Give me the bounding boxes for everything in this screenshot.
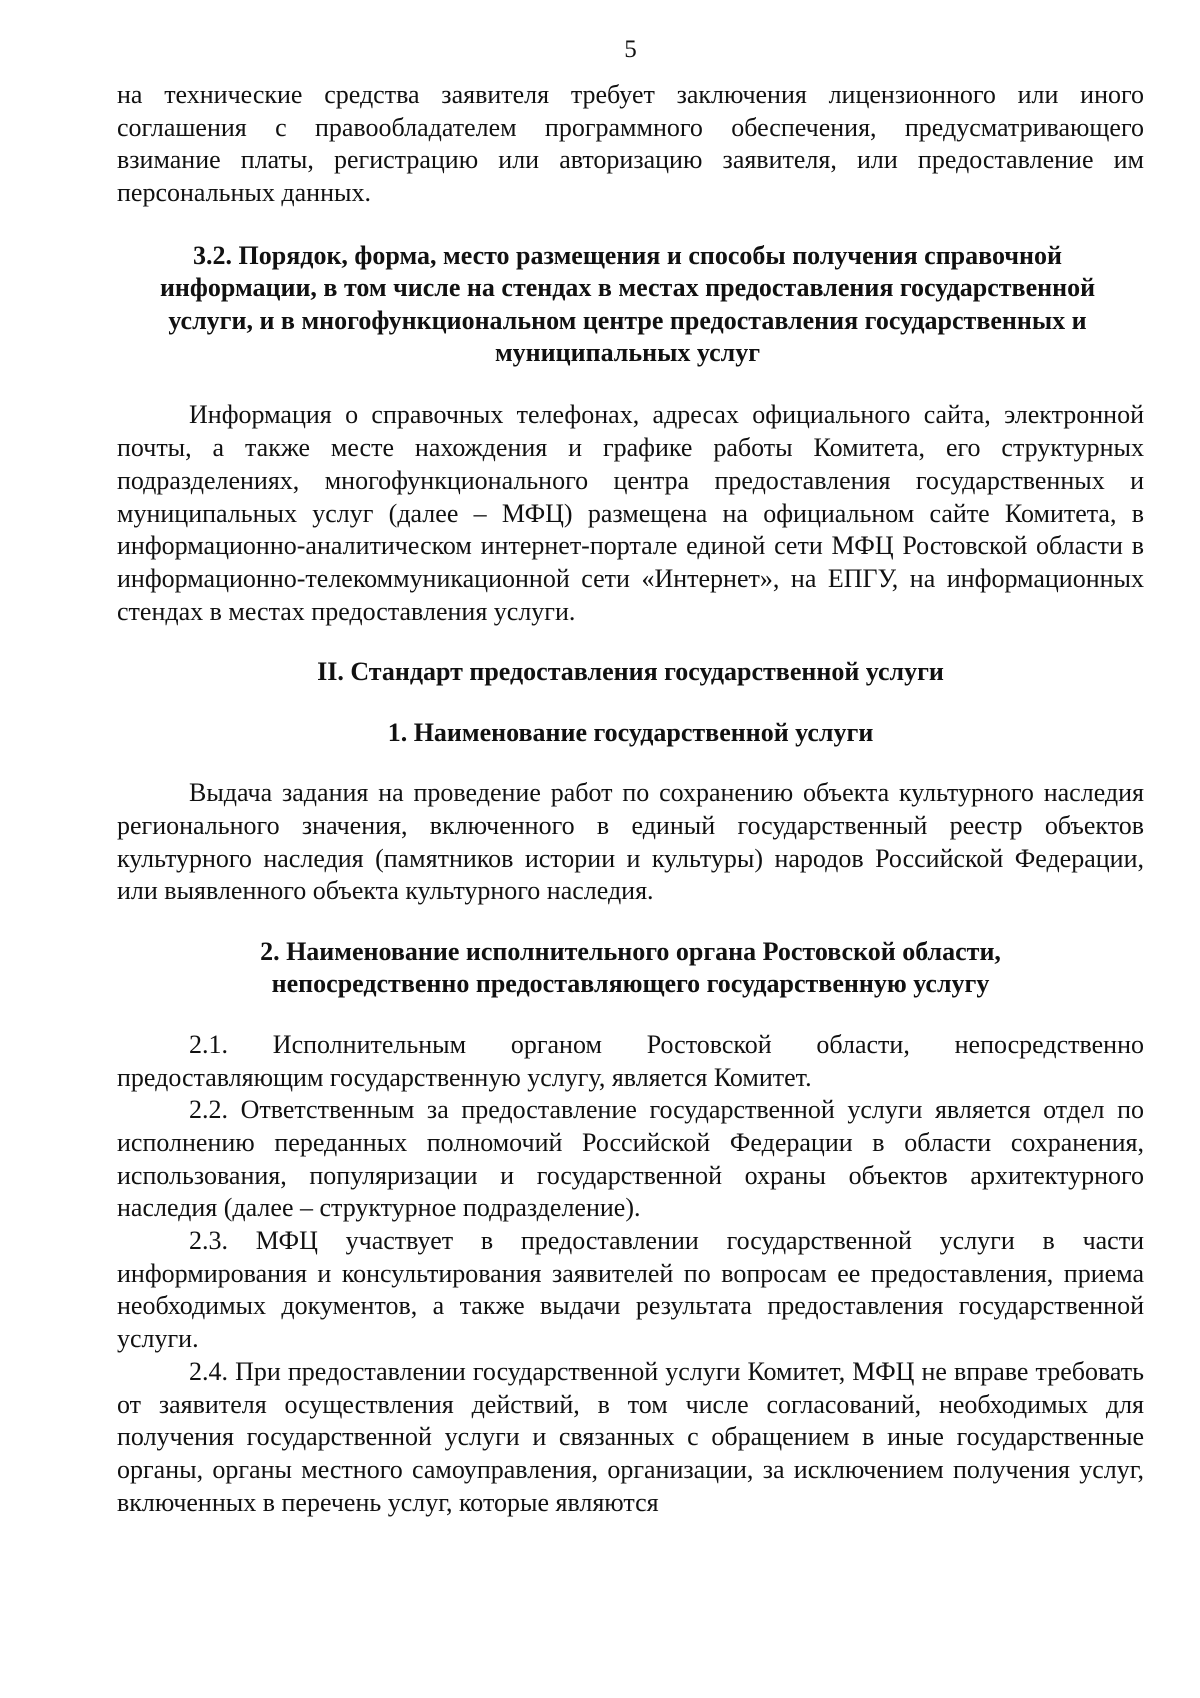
paragraph-2-1: 2.1. Исполнительным органом Ростовской области, непосредственно предоставляющим государственную услугу, является Комитет. [117,1029,1144,1092]
section-3-2-paragraph: Информация о справочных телефонах, адресах официального сайта, электронной почты, а также месте нахождения и графике работы Комитета, его структурных подразделениях, многофункционального центра предоставления государственных и муниципальных услуг (далее – МФЦ) размещена на официальном сайте Комитета, в информационно-аналитическом интернет-портале единой сети МФЦ Ростовской области в информационно-телекоммуникационной сети «Интернет», на ЕПГУ, на информационных стендах в местах предоставления услуги. [117,400,1144,626]
spacer [117,908,1144,936]
paragraph-2-4: 2.4. При предоставлении государственной услуги Комитет, МФЦ не вправе требовать от заявителя осуществления действий, в том числе согласований, необходимых для получения государственной услуги и связанных с обращением в иные государственные органы, органы местного самоуправления, организации, за исключением получения услуг, включенных в перечень услуг, которые являются [117,1356,1144,1517]
spacer [117,689,1144,717]
paragraph-2-2: 2.2. Ответственным за предоставление государственной услуги является отдел по исполнению переданных полномочий Российской Федерации в области сохранения, использования, популяризации и государственной охраны объектов архитектурного наследия (далее – структурное подразделение). [117,1095,1144,1223]
section-1-heading: 1. Наименование государственной услуги [387,717,874,747]
page-number: 5 [624,36,637,63]
section-3-2-heading: 3.2. Порядок, форма, место размещения и способы получения справочной информации, в том числе на стендах в местах предоставления государственной услуги, и в многофункциональном центре предоставления государственных и муниципальных услуг [159,240,1096,368]
spacer [117,749,1144,777]
spacer [117,628,1144,656]
section-2-heading: 2. Наименование исполнительного органа Ростовской области, непосредственно предоставляющего государственную услугу [260,936,1001,999]
part-2-heading: II. Стандарт предоставления государственной услуги [317,657,944,687]
section-1-paragraph: Выдача задания на проведение работ по сохранению объекта культурного наследия регионального значения, включенного в единый государственный реестр объектов культурного наследия (памятников истории и культуры) народов Российской Федерации, или выявленного объекта культурного наследия. [117,778,1144,906]
intro-paragraph: на технические средства заявителя требует заключения лицензионного или иного соглашения с правообладателем программного обеспечения, предусматривающего взимание платы, регистрацию или авторизацию заявителя, или предоставление им персональных данных. [117,80,1144,208]
paragraph-2-3: 2.3. МФЦ участвует в предоставлении государственной услуги в части информирования и консультирования заявителей по вопросам ее предоставления, приема необходимых документов, а также выдачи результата предоставления государственной услуги. [117,1226,1144,1354]
spacer [117,210,1144,240]
spacer [117,369,1144,399]
spacer [117,1001,1144,1029]
